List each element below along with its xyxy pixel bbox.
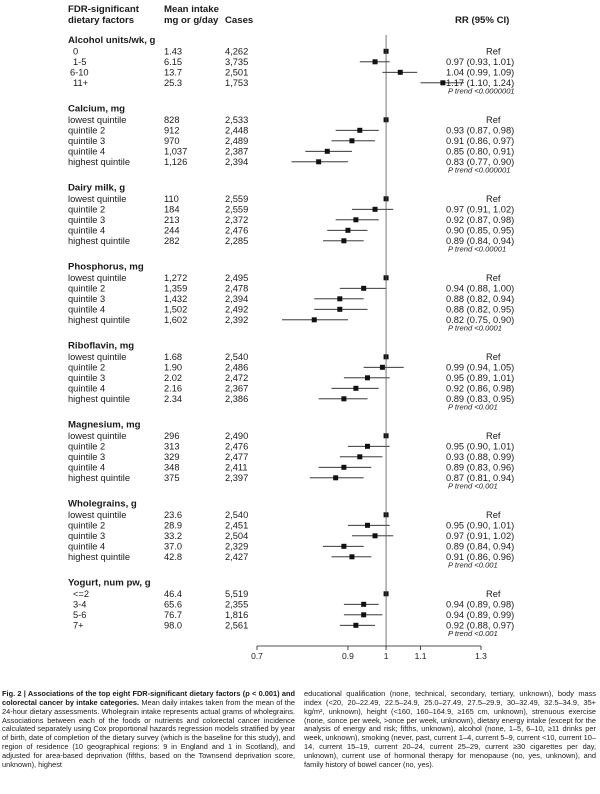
point-estimate: [373, 207, 378, 212]
rr-value: 0.89 (0.84, 0.94): [446, 541, 515, 552]
cases-value: 2,495: [225, 273, 249, 283]
p-trend: P trend <0.00001: [448, 244, 507, 254]
rr-value: Ref: [486, 46, 501, 57]
rr-value: 0.94 (0.89, 0.98): [446, 599, 515, 610]
rr-value: 1.04 (0.99, 1.09): [446, 67, 515, 78]
rr-value: 0.89 (0.83, 0.96): [446, 462, 515, 473]
header-cases: Cases: [225, 15, 254, 26]
row-label: highest quintile: [68, 473, 131, 483]
table-row: [68, 115, 501, 125]
table-row: [73, 47, 501, 57]
intake-value: 46.4: [164, 589, 183, 599]
point-estimate: [365, 523, 370, 528]
p-trend: P trend <0.001: [448, 402, 498, 412]
intake-value: 76.7: [164, 610, 183, 620]
row-label: lowest quintile: [68, 273, 127, 283]
group-title: Yogurt, num pw, g: [68, 577, 151, 589]
rr-value: 0.83 (0.77, 0.90): [446, 157, 515, 167]
point-estimate: [341, 544, 346, 549]
factor-group: [68, 420, 514, 491]
intake-value: 1.68: [164, 352, 183, 362]
intake-value: 348: [164, 462, 180, 473]
intake-value: 42.8: [164, 552, 183, 562]
point-estimate: [337, 307, 342, 312]
cases-value: 1,753: [225, 78, 249, 88]
intake-value: 2.34: [164, 394, 183, 404]
rr-value: 0.97 (0.91, 1.02): [446, 531, 515, 541]
table-row: [68, 510, 501, 520]
cases-value: 3,735: [225, 57, 249, 67]
cases-value: 2,540: [225, 510, 249, 520]
table-row: [68, 442, 514, 452]
point-estimate: [361, 286, 366, 291]
cases-value: 2,355: [225, 599, 249, 610]
intake-value: 1.43: [164, 46, 183, 57]
header-factor: FDR-significant: [68, 4, 139, 15]
cases-value: 5,519: [225, 589, 249, 599]
row-label: quintile 4: [68, 304, 106, 315]
factor-group: [68, 341, 514, 412]
intake-value: 37.0: [164, 541, 183, 552]
point-estimate: [316, 159, 321, 164]
cases-value: 2,540: [225, 352, 249, 362]
cases-value: 1,816: [225, 610, 249, 620]
table-row: [68, 373, 514, 383]
intake-value: 65.6: [164, 599, 183, 610]
row-label: 5-6: [73, 610, 87, 620]
table-row: [68, 463, 514, 473]
row-label: quintile 2: [68, 125, 106, 136]
rr-value: 0.88 (0.82, 0.95): [446, 304, 515, 315]
intake-value: 1,432: [164, 294, 188, 304]
point-estimate: [373, 59, 378, 64]
cases-value: 2,486: [225, 362, 249, 373]
table-row: [68, 431, 501, 441]
row-label: quintile 2: [68, 441, 106, 452]
row-label: highest quintile: [68, 315, 131, 325]
rr-value: 0.99 (0.94, 1.05): [446, 362, 515, 373]
group-title: Phosphorus, mg: [68, 261, 144, 273]
intake-value: 970: [164, 136, 180, 146]
figure-caption-left: [2, 690, 295, 770]
cases-value: 2,387: [225, 146, 249, 157]
cases-value: 2,367: [225, 383, 249, 394]
intake-value: 98.0: [164, 620, 183, 631]
row-label: highest quintile: [68, 236, 131, 246]
header-intake: Mean intake: [164, 4, 219, 15]
cases-value: 2,285: [225, 236, 249, 246]
intake-value: 13.7: [164, 67, 183, 78]
intake-value: 25.3: [164, 78, 183, 88]
table-row: [68, 305, 514, 315]
row-label: quintile 3: [68, 294, 106, 304]
row-label: 3-4: [73, 599, 87, 610]
row-label: 11+: [73, 78, 89, 88]
table-row: [68, 531, 514, 541]
row-label: <=2: [73, 589, 90, 599]
x-tick-label: 1.3: [475, 651, 487, 661]
point-estimate: [312, 317, 317, 322]
cases-value: 2,372: [225, 215, 249, 225]
rr-value: 0.89 (0.84, 0.94): [446, 236, 515, 246]
rr-value: Ref: [486, 589, 501, 599]
row-label: lowest quintile: [68, 352, 127, 362]
p-trend: P trend <0.001: [448, 560, 498, 570]
group-title: Alcohol units/wk, g: [68, 35, 156, 46]
rr-value: 0.95 (0.89, 1.01): [446, 373, 515, 383]
intake-value: 1,359: [164, 283, 188, 294]
row-label: quintile 2: [68, 362, 106, 373]
cases-value: 2,386: [225, 394, 249, 404]
intake-value: 1,126: [164, 157, 188, 167]
factor-group: [68, 183, 514, 254]
intake-value: 244: [164, 225, 180, 236]
group-title: Magnesium, mg: [68, 419, 141, 431]
table-row: [73, 610, 514, 620]
p-trend: P trend <0.001: [448, 629, 498, 638]
point-estimate: [353, 386, 358, 391]
table-row: [68, 384, 514, 394]
p-trend: P trend <0.000001: [448, 165, 511, 175]
group-title: Calcium, mg: [68, 103, 126, 115]
table-row: [73, 589, 501, 599]
rr-value: 0.93 (0.88, 0.99): [446, 452, 515, 462]
rr-value: 0.92 (0.87, 0.98): [446, 215, 515, 225]
group-title: Wholegrains, g: [68, 498, 137, 510]
x-tick-label: 1.1: [414, 651, 427, 661]
intake-value: 1,502: [164, 304, 188, 315]
header-rr: RR (95% CI): [455, 15, 510, 26]
x-tick-label: 0.9: [342, 651, 354, 661]
caption-left-text: Mean daily intakes taken from the mean of the 24-hour dietary assessments. Wholegrain intake represents actual grams of wholegrains. Associations between each of the foods or nutrients and colorectal cancer incidence calculated separately using Cox proportional hazards regression models stratified by year of birth, date of completion of the dietary survey (which is the baseline for this study), and region of residence (10 geographical regions: 9 in England and 1 in Scotland), and adjusted for area-based deprivation (fifths, based on the Townsend deprivation score, unknown), highest: [2, 697, 295, 769]
rr-value: 0.92 (0.86, 0.98): [446, 383, 515, 394]
point-estimate: [398, 70, 403, 75]
row-label: quintile 3: [68, 215, 106, 225]
point-estimate: [325, 149, 330, 154]
factor-group: [68, 499, 514, 570]
cases-value: 2,392: [225, 315, 249, 325]
table-row: [68, 205, 514, 215]
rr-value: Ref: [486, 510, 501, 520]
rr-value: 0.94 (0.88, 1.00): [446, 283, 515, 294]
intake-value: 1,272: [164, 273, 188, 283]
point-estimate: [361, 612, 366, 617]
table-row: [68, 352, 501, 362]
intake-value: 28.9: [164, 520, 183, 531]
rr-value: 0.94 (0.89, 0.99): [446, 610, 515, 620]
row-label: quintile 3: [68, 373, 106, 383]
row-label: lowest quintile: [68, 510, 127, 520]
intake-value: 329: [164, 452, 180, 462]
intake-value: 2.02: [164, 373, 183, 383]
row-label: quintile 2: [68, 283, 106, 294]
cases-value: 2,533: [225, 115, 249, 125]
table-row: [68, 542, 514, 552]
row-label: quintile 2: [68, 204, 106, 215]
rr-value: Ref: [486, 352, 501, 362]
rr-value: 0.92 (0.88, 0.97): [446, 620, 515, 631]
x-tick-label: 1: [383, 651, 389, 661]
row-label: quintile 4: [68, 383, 106, 394]
cases-value: 2,504: [225, 531, 249, 541]
table-row: [68, 215, 514, 225]
row-label: 7+: [73, 620, 84, 631]
table-row: [68, 452, 514, 462]
point-estimate: [349, 554, 354, 559]
cases-value: 2,559: [225, 204, 249, 215]
point-estimate: [341, 465, 346, 470]
table-row: [68, 194, 501, 204]
intake-value: 313: [164, 441, 180, 452]
cases-value: 2,492: [225, 304, 249, 315]
rr-value: 0.97 (0.93, 1.01): [446, 57, 515, 67]
rr-value: Ref: [486, 431, 501, 441]
rr-value: 0.91 (0.86, 0.97): [446, 136, 515, 146]
point-estimate: [345, 228, 350, 233]
cases-value: 2,394: [225, 294, 249, 304]
cases-value: 2,448: [225, 125, 249, 136]
intake-value: 1.90: [164, 362, 183, 373]
rr-value: 0.97 (0.91, 1.02): [446, 204, 515, 215]
table-row: [68, 284, 514, 294]
intake-value: 1,037: [164, 146, 188, 157]
intake-value: 184: [164, 204, 180, 215]
point-estimate: [353, 623, 358, 628]
rr-value: 0.91 (0.86, 0.96): [446, 552, 515, 562]
p-trend: P trend <0.001: [448, 481, 498, 491]
cases-value: 2,561: [225, 620, 249, 631]
table-row: [68, 521, 514, 531]
row-label: 1-5: [73, 57, 87, 67]
intake-value: 828: [164, 115, 180, 125]
point-estimate: [380, 365, 385, 370]
column-headers: [68, 4, 509, 26]
factor-group: [68, 35, 515, 96]
cases-value: 2,490: [225, 431, 249, 441]
rr-value: Ref: [486, 273, 501, 283]
table-row: [73, 57, 514, 67]
intake-value: 1,602: [164, 315, 188, 325]
cases-value: 2,397: [225, 473, 249, 483]
figure-caption-right: educational qualification (none, technical, secondary, tertiary, unknown), body mass index (<20, 20–22.49, 22.5–24.9, 25.0–27.49, 27.5–29.9, 30–32.49, 32.5–34.9, 35+ kg/m², unknown), height (<160, 160–164.9, ≥165 cm, unknown), strenuous exercise (none, ≤once per week, >once per week, unknown), dietary energy intake (except for the analysis of energy and risk; fifths, unknown), alcohol (none, 1–5, 6–10, ≥11 drinks per week, unknown), smoking (never, past, current 1–4, current 5–9, current <10, current 10–14, current 15–19, current 20–24, current 25–29, current ≥30 cigarettes per day, unknown), current use of hormonal therapy for menopause (no, yes, unknown), and family history of bowel cancer (no, yes).: [304, 689, 596, 769]
row-label: lowest quintile: [68, 194, 127, 204]
row-label: 6-10: [70, 67, 89, 78]
cases-value: 2,411: [225, 462, 248, 473]
header-factor-line2: dietary factors: [68, 15, 135, 26]
x-tick-label: 0.7: [251, 651, 263, 661]
point-estimate: [341, 238, 346, 243]
rr-value: 0.93 (0.87, 0.98): [446, 125, 515, 136]
row-label: quintile 3: [68, 136, 106, 146]
point-estimate: [357, 454, 362, 459]
intake-value: 110: [164, 194, 179, 204]
forest-rows: [68, 35, 515, 638]
row-label: highest quintile: [68, 394, 131, 404]
point-estimate: [361, 602, 366, 607]
factor-group: [68, 104, 514, 175]
rr-value: 1.17 (1.10, 1.24): [446, 78, 515, 88]
intake-value: 912: [164, 125, 180, 136]
row-label: quintile 4: [68, 225, 106, 236]
row-label: lowest quintile: [68, 431, 127, 441]
point-estimate: [349, 138, 354, 143]
point-estimate: [353, 217, 358, 222]
cases-value: 2,476: [225, 441, 249, 452]
rr-value: Ref: [486, 194, 501, 204]
group-title: Dairy milk, g: [68, 182, 126, 194]
cases-value: 2,451: [225, 520, 249, 531]
row-label: quintile 4: [68, 462, 106, 473]
table-row: [73, 600, 514, 610]
table-row: [68, 294, 514, 304]
row-label: highest quintile: [68, 157, 131, 167]
point-estimate: [341, 396, 346, 401]
caption-label: Fig. 2 | Associations of the top eight FDR-significant dietary factors (p < 0.001) and colorectal cancer by intake categories.: [2, 689, 295, 707]
cases-value: 4,262: [225, 46, 249, 57]
header-intake-line2: mg or g/day: [164, 15, 219, 26]
point-estimate: [373, 533, 378, 538]
row-label: lowest quintile: [68, 115, 127, 125]
intake-value: 33.2: [164, 531, 183, 541]
rr-value: 0.85 (0.80, 0.91): [446, 146, 515, 157]
rr-value: 0.87 (0.81, 0.94): [446, 473, 515, 483]
p-trend: P trend <0.0001: [448, 323, 502, 333]
rr-value: Ref: [486, 115, 501, 125]
cases-value: 2,427: [225, 552, 249, 562]
intake-value: 213: [164, 215, 180, 225]
cases-value: 2,501: [225, 67, 249, 78]
cases-value: 2,478: [225, 283, 249, 294]
intake-value: 282: [164, 236, 180, 246]
intake-value: 6.15: [164, 57, 183, 67]
intake-value: 2.16: [164, 383, 183, 394]
intake-value: 375: [164, 473, 180, 483]
table-row: [68, 273, 501, 283]
cases-value: 2,394: [225, 157, 249, 167]
row-label: quintile 4: [68, 541, 106, 552]
row-label: 0: [73, 46, 79, 57]
table-row: [68, 126, 514, 136]
group-title: Riboflavin, mg: [68, 340, 135, 352]
table-row: [70, 68, 514, 78]
intake-value: 296: [164, 431, 180, 441]
table-row: [68, 136, 514, 146]
rr-value: 0.95 (0.90, 1.01): [446, 520, 515, 531]
cases-value: 2,489: [225, 136, 249, 146]
rr-value: 0.82 (0.75, 0.90): [446, 315, 515, 325]
point-estimate: [365, 444, 370, 449]
row-label: quintile 3: [68, 452, 106, 462]
row-label: quintile 2: [68, 520, 106, 531]
factor-group: [68, 578, 514, 639]
cases-value: 2,477: [225, 452, 249, 462]
table-row: [68, 363, 514, 373]
cases-value: 2,472: [225, 373, 249, 383]
rr-value: 0.88 (0.82, 0.94): [446, 294, 515, 304]
table-row: [68, 147, 514, 157]
rr-value: 0.90 (0.85, 0.95): [446, 225, 515, 236]
point-estimate: [440, 80, 445, 85]
rr-value: 0.89 (0.83, 0.95): [446, 394, 515, 404]
row-label: quintile 3: [68, 531, 106, 541]
intake-value: 23.6: [164, 510, 183, 520]
point-estimate: [337, 296, 342, 301]
p-trend: P trend <0.0000001: [448, 86, 515, 96]
factor-group: [68, 262, 514, 333]
row-label: highest quintile: [68, 552, 131, 562]
rr-value: 0.95 (0.90, 1.01): [446, 441, 515, 452]
point-estimate: [365, 375, 370, 380]
point-estimate: [333, 475, 338, 480]
cases-value: 2,476: [225, 225, 249, 236]
table-row: [68, 226, 514, 236]
point-estimate: [357, 128, 362, 133]
cases-value: 2,329: [225, 541, 249, 552]
row-label: quintile 4: [68, 146, 106, 157]
cases-value: 2,559: [225, 194, 249, 204]
